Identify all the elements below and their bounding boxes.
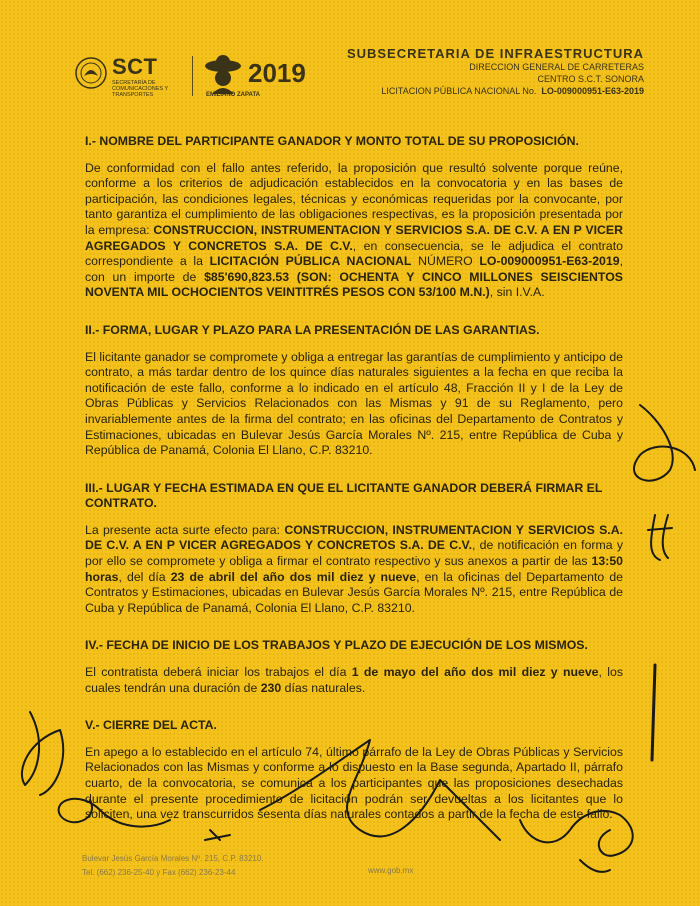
logo-divider [192, 56, 193, 96]
year-logo-subtitle: EMILIANO ZAPATA [206, 92, 260, 98]
section-1-text-part: NÚMERO [411, 254, 480, 269]
licitacion-type: LICITACIÓN PÚBLICA NACIONAL [209, 254, 412, 269]
section-1-text-part: , sin I.V.A. [489, 285, 545, 300]
section-1-text [85, 161, 623, 301]
footer-website: www.gob.mx [368, 866, 414, 875]
sct-logo-text: SCT [112, 54, 158, 79]
section-4-title: IV.- FECHA DE INICIO DE LOS TRABAJOS Y PLAZO DE EJECUCIÓN DE LOS MISMOS. [85, 638, 588, 653]
signature-mark [634, 405, 695, 481]
signing-time: 13:50 horas [85, 554, 623, 584]
sct-logo-subtitle: SECRETARÍA DE COMUNICACIONES Y TRANSPORTES [112, 80, 169, 98]
section-2-text: El licitante ganador se compromete y obliga a entregar las garantías de cumplimiento y anticipo de contrato, a más tardar dentro de los quince días naturales siguientes a la fecha en que reciba la notificación de este fallo, conforme a lo indicado en el artículo 48, Fracción II y I de la Ley de Obras Públicas y Servicios Relacionados con las Mismas y 91 de su Reglamento, pero invariablemente antes de la firma del contrato; en las oficinas del Departamento de Contratos y Estimaciones, ubicadas en Bulevar Jesús García Morales Nº. 215, entre República de Cuba y República de Panamá, Colonia El Llano, C.P. 83210. [85, 349, 623, 458]
duration-days: 230 [260, 680, 282, 695]
section-4-text-part: días naturales. [281, 680, 366, 695]
section-1-text-part: , con un importe de [85, 254, 623, 284]
header-info [347, 46, 644, 97]
header-line-1: DIRECCION GENERAL DE CARRETERAS [469, 62, 644, 72]
year-logo-text: 2019 [248, 58, 306, 88]
year-logo [204, 52, 324, 102]
header-title: SUBSECRETARIA DE INFRAESTRUCTURA [346, 46, 644, 61]
section-3-title: III.- LUGAR Y FECHA ESTIMADA EN QUE EL LICITANTE GANADOR DEBERÁ FIRMAR EL CONTRATO. [85, 480, 603, 511]
licitacion-label: LICITACION PÚBLICA NACIONAL No. [381, 86, 537, 96]
section-4-text-part: El contratista deberá iniciar los trabajos el día [85, 665, 352, 680]
section-3-text-part: La presente acta surte efecto para: [85, 522, 285, 537]
section-1-text-part: De conformidad con el fallo antes referido, la proposición que resultó solvente porque reúne, conforme a los criterios de adjudicación establecidos en la convocatoria y en las bases de participación, las condiciones legales, técnicas y económicas requeridas por la convocante, por tanto garantiza el cumplimiento de las obligaciones respectivas, es la proposición presentada por la empresa: [85, 160, 623, 237]
footer-phones: Tel. (662) 236-25-40 y Fax (662) 236-23-44 [82, 868, 236, 877]
signature-mark [580, 860, 610, 872]
winning-company: CONSTRUCCION, INSTRUMENTACION Y SERVICIOS S.A. DE C.V. A EN P VICER AGREGADOS Y CONCRETOS S.A. DE C.V. [85, 222, 624, 253]
signing-date: 23 de abril del año dos mil diez y nueve [170, 569, 417, 584]
footer [82, 852, 264, 880]
section-5-text: En apego a lo establecido en el artículo 74, último párrafo de la Ley de Obras Públicas y Servicios Relacionados con las Mismas y conforme a lo dispuesto en la Base segunda, Apartado II, párrafo cuarto, de la convocatoria, se comunica a los participantes que las proposiciones desechadas durante el presente procedimiento de licitación podrán ser devueltas a los licitantes que lo soliciten, una vez transcurridos sesenta días naturales contados a partir de la fecha de este fallo. [85, 744, 623, 822]
company-name: CONSTRUCCION, INSTRUMENTACION Y SERVICIOS S.A. DE C.V. A EN P VICER AGREGADOS Y CONCRETOS S.A. DE C.V. [85, 522, 623, 553]
sct-emblem-icon [74, 56, 108, 90]
zapata-portrait-icon [204, 54, 242, 94]
footer-address: Bulevar Jesús García Morales Nº. 215, C.P. 83210. [82, 854, 264, 863]
start-date: 1 de mayo del año dos mil diez y nueve [351, 665, 599, 680]
section-1-title: I.- NOMBRE DEL PARTICIPANTE GANADOR Y MONTO TOTAL DE SU PROPOSICIÓN. [85, 134, 579, 148]
section-3-text-part: , del día [118, 569, 171, 584]
licitacion-number: LO-009000951-E63-2019 [541, 86, 644, 96]
section-1-text-part: , en consecuencia, se le adjudica el contrato correspondiente a la [85, 238, 623, 269]
document-body [85, 134, 623, 845]
sct-logo [74, 52, 184, 104]
signature-mark [22, 712, 63, 795]
section-4-text [85, 665, 623, 696]
header-licitacion [347, 85, 644, 97]
section-2-title: II.- FORMA, LUGAR Y PLAZO PARA LA PRESENTACIÓN DE LAS GARANTIAS. [85, 322, 540, 337]
page-header [0, 0, 700, 110]
licitacion-number-inline: LO-009000951-E63-2019 [479, 254, 620, 269]
contract-amount: $85'690,823.53 (SON: OCHENTA Y CINCO MILLONES SEISCIENTOS NOVENTA MIL OCHOCIENTOS VEINTITRÉS PESOS CON 53/100 M.N.) [85, 269, 623, 300]
section-5-title: V.- CIERRE DEL ACTA. [85, 718, 217, 733]
signature-mark [648, 515, 672, 560]
section-3-text-part: , de notificación en forma y por ello se compromete y obliga a firmar el contrato respectivo y sus anexos a partir de las [85, 538, 623, 569]
section-3-text-part: , en la oficinas del Departamento de Contratos y Estimaciones, ubicadas en Bulevar Jesús García Morales Nº. 215, entre República de Cuba y República de Panamá, Colonia El Llano, C.P. 83210. [85, 569, 624, 615]
header-line-2: CENTRO S.C.T. SONORA [537, 74, 644, 84]
section-4-text-part: , los cuales tendrán una duración de [85, 665, 623, 695]
section-3-text [85, 523, 623, 617]
signature-mark [652, 665, 655, 760]
